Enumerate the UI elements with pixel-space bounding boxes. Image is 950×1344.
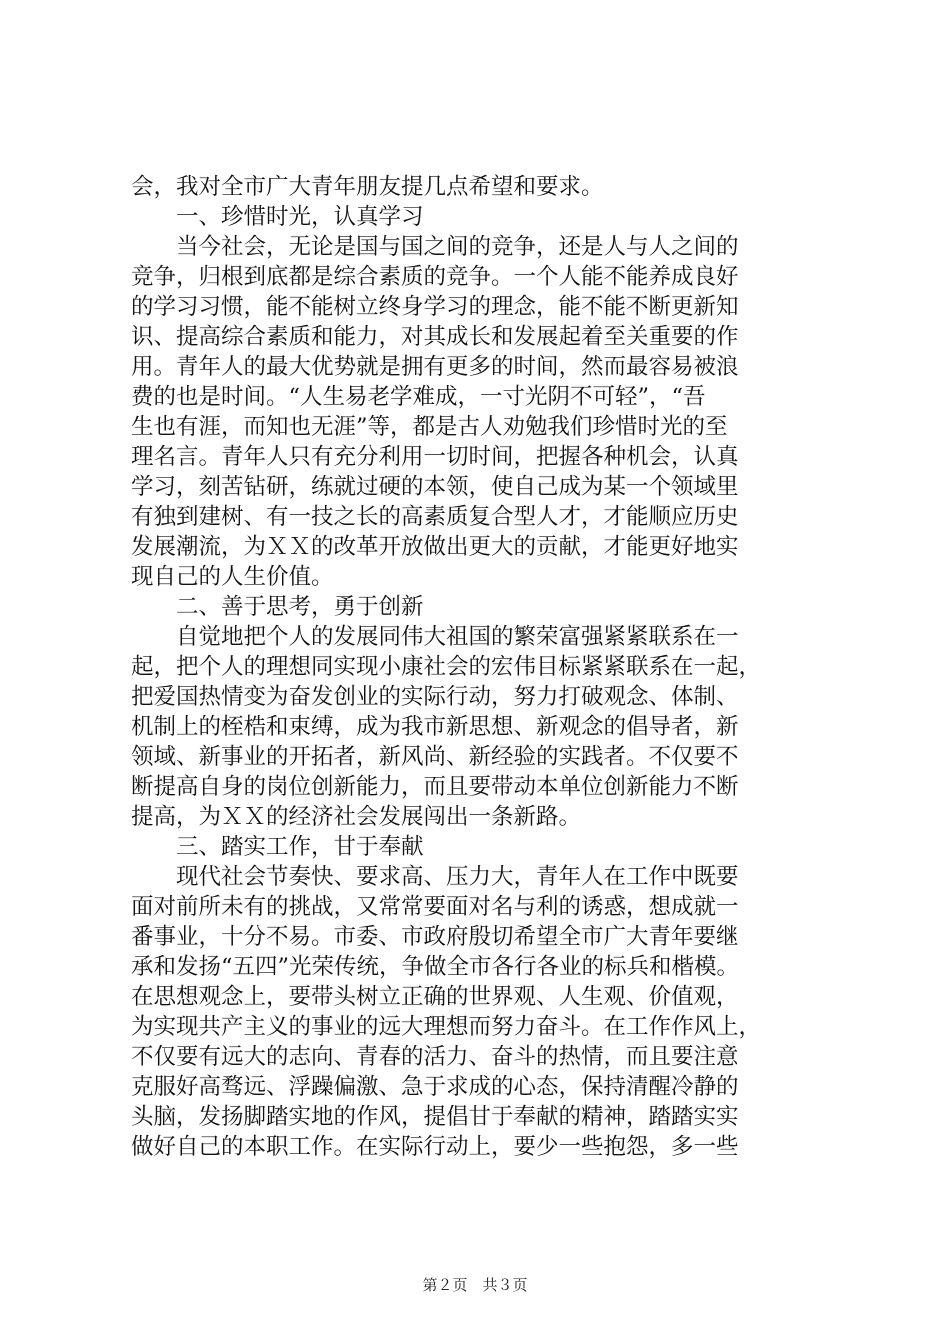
text-line: 识、提高综合素质和能力，对其成长和发展起着至关重要的作: [131, 324, 739, 350]
text-line: 的学习习惯，能不能树立终身学习的理念，能不能不断更新知: [131, 294, 739, 320]
text-line: 面对前所未有的挑战，又常常要面对名与利的诱惑，想成就一: [131, 894, 739, 920]
text-line: 三、踏实工作，甘于奉献: [176, 834, 424, 860]
text-line: 提高，为ＸＸ的经济社会发展闯出一条新路。: [131, 804, 582, 830]
text-line: 领域、新事业的开拓者，新风尚、新经验的实践者。不仅要不: [131, 744, 739, 770]
text-line: 机制上的桎梏和束缚，成为我市新思想、新观念的倡导者，新: [131, 714, 739, 740]
text-line: 二、善于思考，勇于创新: [176, 594, 424, 620]
text-line: 自觉地把个人的发展同伟大祖国的繁荣富强紧紧联系在一: [176, 624, 739, 650]
text-line: 现代社会节奏快、要求高、压力大，青年人在工作中既要: [176, 864, 739, 890]
text-line: 番事业，十分不易。市委、市政府殷切希望全市广大青年要继: [131, 924, 739, 950]
text-line: 现自己的人生价值。: [131, 564, 334, 590]
text-line: 为实现共产主义的事业的远大理想而努力奋斗。在工作作风上，: [131, 1014, 762, 1040]
document-body: [131, 172, 843, 1162]
text-line: 会，我对全市广大青年朋友提几点希望和要求。: [131, 174, 604, 200]
text-line: 起，把个人的理想同实现小康社会的宏伟目标紧紧联系在一起，: [131, 654, 762, 680]
text-line: 理名言。青年人只有充分利用一切时间，把握各种机会，认真: [131, 444, 739, 470]
text-line: 克服好高骛远、浮躁偏激、急于求成的心态，保持清醒冷静的: [131, 1074, 739, 1100]
text-line: 发展潮流，为ＸＸ的改革开放做出更大的贡献，才能更好地实: [131, 534, 739, 560]
text-line: 有独到建树、有一技之长的高素质复合型人才，才能顺应历史: [131, 504, 739, 530]
text-line: 头脑，发扬脚踏实地的作风，提倡甘于奉献的精神，踏踏实实: [131, 1104, 739, 1130]
text-line: 承和发扬“五四”光荣传统，争做全市各行各业的标兵和楷模。: [131, 954, 740, 980]
text-line: 用。青年人的最大优势就是拥有更多的时间，然而最容易被浪: [131, 354, 739, 380]
text-line: 把爱国热情变为奋发创业的实际行动，努力打破观念、体制、: [131, 684, 739, 710]
text-line: 断提高自身的岗位创新能力，而且要带动本单位创新能力不断: [131, 774, 739, 800]
text-line: 做好自己的本职工作。在实际行动上，要少一些抱怨，多一些: [131, 1134, 739, 1160]
text-line: 费的也是时间。“人生易老学难成，一寸光阴不可轻”，“吾: [131, 384, 706, 410]
text-line: 学习，刻苦钻研，练就过硬的本领，使自己成为某一个领域里: [131, 474, 739, 500]
text-line: 当今社会，无论是国与国之间的竞争，还是人与人之间的: [176, 234, 739, 260]
page-footer: 第２页 共３页: [422, 1276, 528, 1294]
text-line: 一、珍惜时光，认真学习: [176, 204, 424, 230]
text-line: 不仅要有远大的志向、青春的活力、奋斗的热情，而且要注意: [131, 1044, 739, 1070]
text-line: 生也有涯，而知也无涯”等，都是古人劝勉我们珍惜时光的至: [131, 414, 728, 440]
text-line: 竞争，归根到底都是综合素质的竞争。一个人能不能养成良好: [131, 264, 739, 290]
text-line: 在思想观念上，要带头树立正确的世界观、人生观、价值观，: [131, 984, 739, 1010]
